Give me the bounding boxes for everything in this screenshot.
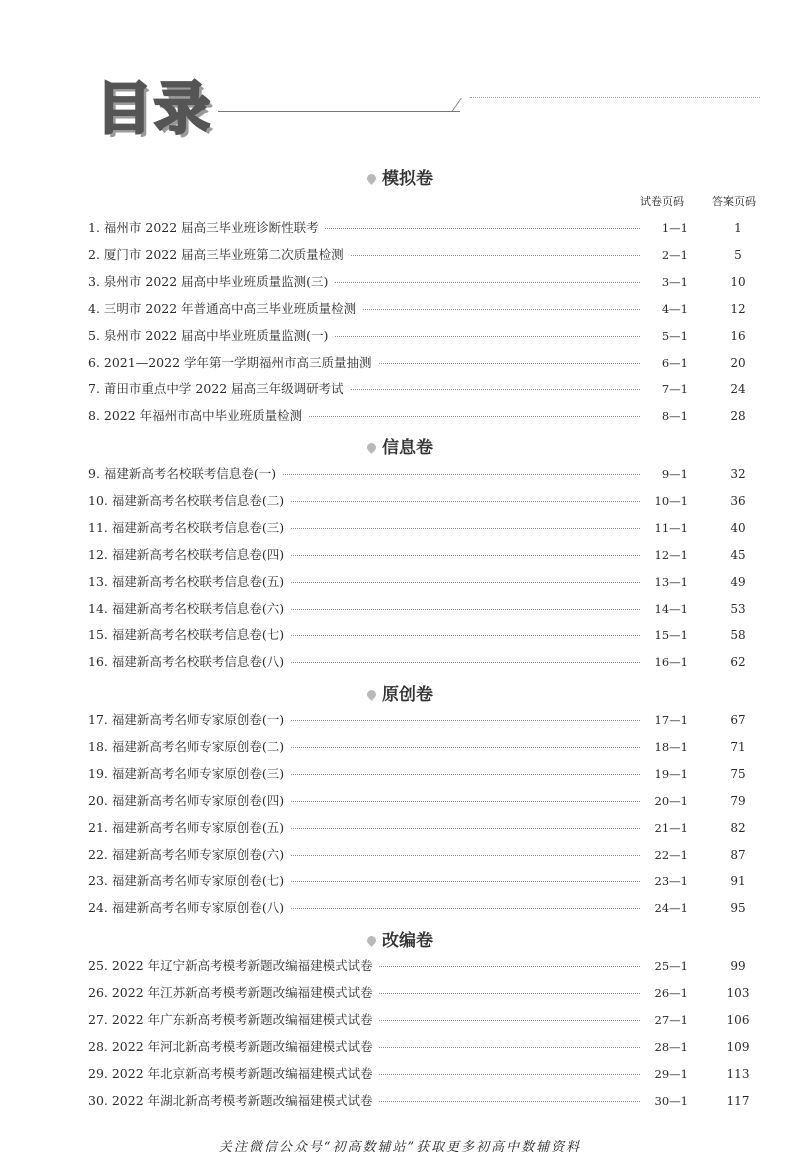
entry-title: 15. 福建新高考名校联考信息卷(七) — [88, 625, 290, 645]
entry-title: 28. 2022 年河北新高考模考新题改编福建模式试卷 — [88, 1037, 379, 1057]
entry-title: 1. 福州市 2022 届高三毕业班诊断性联考 — [88, 218, 325, 238]
entry-title: 23. 福建新高考名师专家原创卷(七) — [88, 871, 290, 891]
toc-entry[interactable] — [88, 625, 760, 645]
answer-page-number: 40 — [730, 520, 746, 535]
answer-page-number: 20 — [730, 355, 746, 370]
section-header — [0, 164, 800, 189]
paper-page-number: 15—1 — [644, 625, 688, 645]
entry-title: 21. 福建新高考名师专家原创卷(五) — [88, 818, 290, 838]
entry-title: 11. 福建新高考名校联考信息卷(三) — [88, 518, 290, 538]
toc-entry[interactable] — [88, 518, 760, 538]
answer-page-number: 1 — [734, 221, 742, 235]
toc-entry[interactable] — [88, 791, 760, 811]
toc-entry[interactable] — [88, 1064, 760, 1084]
answer-page-number: 49 — [730, 574, 746, 589]
entry-title: 26. 2022 年江苏新高考模考新题改编福建模式试卷 — [88, 983, 379, 1003]
answer-page-number: 71 — [730, 739, 746, 754]
paper-page-number: 13—1 — [644, 572, 688, 592]
toc-entry[interactable] — [88, 379, 760, 399]
toc-entry[interactable] — [88, 983, 760, 1003]
toc-entry[interactable] — [88, 464, 760, 484]
toc-entry[interactable] — [88, 871, 760, 891]
entry-title: 19. 福建新高考名师专家原创卷(三) — [88, 764, 290, 784]
column-header-answer-page: 答案页码 — [712, 195, 756, 208]
paper-page-number: 17—1 — [644, 710, 688, 730]
answer-page-number: 16 — [730, 328, 746, 343]
answer-page-number: 32 — [730, 467, 746, 481]
toc-entry[interactable] — [88, 218, 760, 238]
entry-title: 24. 福建新高考名师专家原创卷(八) — [88, 898, 290, 918]
toc-entry[interactable] — [88, 599, 760, 619]
answer-page-number: 53 — [730, 601, 746, 616]
entry-title: 12. 福建新高考名校联考信息卷(四) — [88, 545, 290, 565]
entry-title: 3. 泉州市 2022 届高中毕业班质量监测(三) — [88, 272, 334, 292]
answer-page-number: 36 — [730, 493, 746, 508]
entry-title: 16. 福建新高考名校联考信息卷(八) — [88, 652, 290, 672]
paper-page-number: 7—1 — [644, 379, 688, 399]
toc-entry[interactable] — [88, 845, 760, 865]
entry-title: 17. 福建新高考名师专家原创卷(一) — [88, 710, 290, 730]
toc-entry[interactable] — [88, 1037, 760, 1057]
entry-title: 20. 福建新高考名师专家原创卷(四) — [88, 791, 290, 811]
paper-page-number: 1—1 — [644, 218, 688, 238]
paper-page-number: 29—1 — [644, 1064, 688, 1084]
toc-entry[interactable] — [88, 710, 760, 730]
section-header — [0, 680, 800, 705]
column-header-paper-page: 试卷页码 — [640, 195, 684, 208]
toc-entry[interactable] — [88, 491, 760, 511]
toc-entry[interactable] — [88, 272, 760, 292]
title-rule-dotted — [470, 97, 760, 98]
entry-title: 10. 福建新高考名校联考信息卷(二) — [88, 491, 290, 511]
toc-entry[interactable] — [88, 898, 760, 918]
entry-title: 18. 福建新高考名师专家原创卷(二) — [88, 737, 290, 757]
toc-entry[interactable] — [88, 406, 760, 426]
entry-title: 30. 2022 年湖北新高考模考新题改编福建模式试卷 — [88, 1091, 379, 1111]
footer-note: 关注微信公众号“初高数辅站”获取更多初高中数辅资料 — [218, 1140, 582, 1155]
paper-page-number: 30—1 — [644, 1091, 688, 1111]
toc-entry[interactable] — [88, 572, 760, 592]
entry-title: 22. 福建新高考名师专家原创卷(六) — [88, 845, 290, 865]
toc-entry[interactable] — [88, 326, 760, 346]
entry-title: 9. 福建新高考名校联考信息卷(一) — [88, 464, 282, 484]
paper-page-number: 26—1 — [644, 983, 688, 1003]
toc-entry[interactable] — [88, 245, 760, 265]
answer-page-number: 24 — [730, 382, 746, 397]
entry-title: 29. 2022 年北京新高考模考新题改编福建模式试卷 — [88, 1064, 379, 1084]
answer-page-number: 75 — [730, 766, 746, 781]
section-header — [0, 926, 800, 951]
toc-entry[interactable] — [88, 1010, 760, 1030]
page-title: 目录 — [96, 77, 212, 142]
entry-title: 4. 三明市 2022 年普通高中高三毕业班质量检测 — [88, 299, 362, 319]
answer-page-number: 113 — [726, 1066, 750, 1081]
section-title: 原创卷 — [382, 685, 433, 705]
location-pin-icon — [365, 441, 378, 454]
paper-page-number: 12—1 — [644, 545, 688, 565]
paper-page-number: 22—1 — [644, 845, 688, 865]
answer-page-number: 67 — [730, 713, 746, 727]
answer-page-number: 58 — [730, 628, 746, 643]
entry-title: 6. 2021—2022 学年第一学期福州市高三质量抽测 — [88, 353, 378, 373]
section-title: 模拟卷 — [382, 169, 433, 189]
entry-title: 27. 2022 年广东新高考模考新题改编福建模式试卷 — [88, 1010, 379, 1030]
answer-page-number: 82 — [730, 820, 746, 835]
paper-page-number: 2—1 — [644, 245, 688, 265]
answer-page-number: 28 — [730, 409, 746, 424]
paper-page-number: 21—1 — [644, 818, 688, 838]
paper-page-number: 3—1 — [644, 272, 688, 292]
answer-page-number: 103 — [726, 985, 750, 1000]
toc-entry[interactable] — [88, 299, 760, 319]
paper-page-number: 23—1 — [644, 871, 688, 891]
answer-page-number: 95 — [730, 901, 746, 916]
paper-page-number: 14—1 — [644, 599, 688, 619]
entry-title: 7. 莆田市重点中学 2022 届高三年级调研考试 — [88, 379, 350, 399]
toc-entry[interactable] — [88, 1091, 760, 1111]
paper-page-number: 28—1 — [644, 1037, 688, 1057]
paper-page-number: 5—1 — [644, 326, 688, 346]
entry-title: 8. 2022 年福州市高中毕业班质量检测 — [88, 406, 308, 426]
section-title: 改编卷 — [382, 931, 433, 951]
answer-page-number: 117 — [726, 1093, 750, 1108]
entry-title: 25. 2022 年辽宁新高考模考新题改编福建模式试卷 — [88, 956, 379, 976]
section-title: 信息卷 — [382, 438, 433, 458]
paper-page-number: 11—1 — [644, 518, 688, 538]
paper-page-number: 19—1 — [644, 764, 688, 784]
entry-title: 14. 福建新高考名校联考信息卷(六) — [88, 599, 290, 619]
toc-entry[interactable] — [88, 652, 760, 672]
answer-page-number: 79 — [730, 793, 746, 808]
paper-page-number: 27—1 — [644, 1010, 688, 1030]
toc-entry[interactable] — [88, 818, 760, 838]
location-pin-icon — [365, 934, 378, 947]
entry-title: 2. 厦门市 2022 届高三毕业班第二次质量检测 — [88, 245, 350, 265]
paper-page-number: 8—1 — [644, 406, 688, 426]
answer-page-number: 45 — [730, 547, 746, 562]
location-pin-icon — [365, 688, 378, 701]
toc-entry[interactable] — [88, 764, 760, 784]
toc-entry[interactable] — [88, 956, 760, 976]
paper-page-number: 18—1 — [644, 737, 688, 757]
section-header — [0, 433, 800, 458]
answer-page-number: 87 — [730, 847, 746, 862]
title-rule-slash — [451, 98, 478, 112]
toc-entry[interactable] — [88, 353, 760, 373]
answer-page-number: 106 — [726, 1012, 750, 1027]
paper-page-number: 9—1 — [644, 464, 688, 484]
paper-page-number: 25—1 — [644, 956, 688, 976]
answer-page-number: 5 — [734, 247, 742, 262]
paper-page-number: 4—1 — [644, 299, 688, 319]
answer-page-number: 10 — [730, 274, 746, 289]
entry-title: 13. 福建新高考名校联考信息卷(五) — [88, 572, 290, 592]
toc-entry[interactable] — [88, 545, 760, 565]
answer-page-number: 99 — [730, 959, 746, 973]
paper-page-number: 10—1 — [644, 491, 688, 511]
title-rule — [218, 111, 460, 112]
paper-page-number: 6—1 — [644, 353, 688, 373]
paper-page-number: 20—1 — [644, 791, 688, 811]
answer-page-number: 91 — [730, 874, 746, 889]
toc-entry[interactable] — [88, 737, 760, 757]
location-pin-icon — [365, 172, 378, 185]
paper-page-number: 24—1 — [644, 898, 688, 918]
entry-title: 5. 泉州市 2022 届高中毕业班质量监测(一) — [88, 326, 334, 346]
paper-page-number: 16—1 — [644, 652, 688, 672]
answer-page-number: 109 — [726, 1039, 750, 1054]
answer-page-number: 62 — [730, 655, 746, 670]
answer-page-number: 12 — [730, 301, 746, 316]
